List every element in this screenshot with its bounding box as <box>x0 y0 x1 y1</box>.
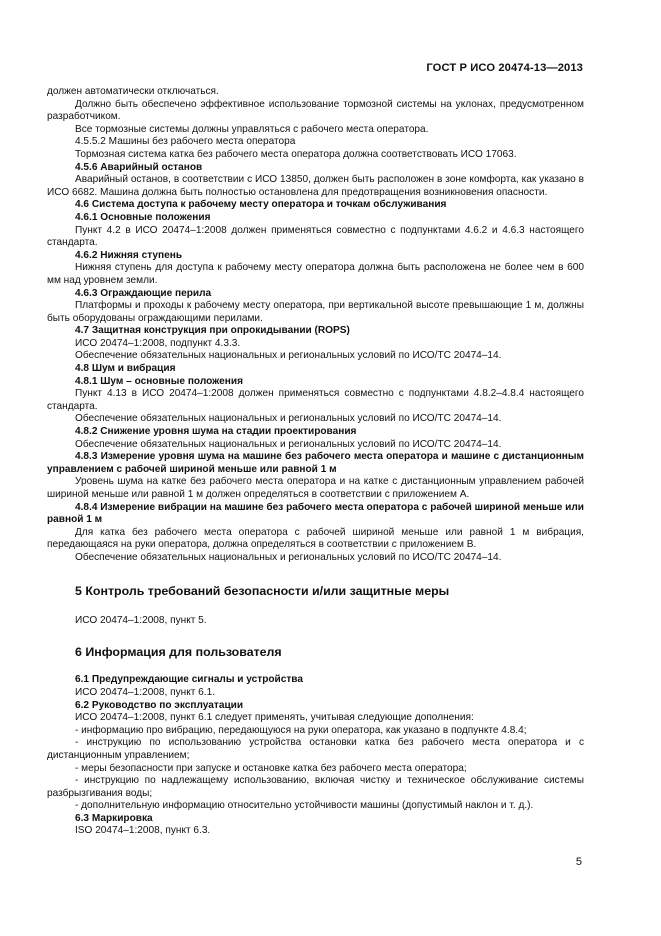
paragraph-4-8-1-national: Обеспечение обязательных национальных и региональных условий по ИСО/ТС 20474–14. <box>75 413 502 425</box>
paragraph-brake-slopes: Должно быть обеспечено эффективное использование тормозной системы на уклонах, предусмотренном разработчиком. <box>47 98 584 123</box>
subsection-4-6-3-title: 4.6.3 Ограждающие перила <box>75 287 212 299</box>
list-item-start-stop-safety: - меры безопасности при запуске и остановке катка без рабочего места оператора; <box>75 762 467 774</box>
subsection-4-5-5-2-title: 4.5.5.2 Машины без рабочего места оператора <box>75 136 296 148</box>
list-item-vibration: - информацию про вибрацию, передающуюся на руки оператора, как указано в подпункте 4.8.4; <box>75 724 527 736</box>
paragraph-4-6-1: Пункт 4.2 в ИСО 20474–1:2008 должен применяться совместно с подпунктами 4.6.2 и 4.6.3 настоящего стандарта. <box>47 224 584 249</box>
paragraph-4-8-4: Для катка без рабочего места оператора с рабочей шириной меньше или равной 1 м вибрация, передающаяся на руки оператора, должна определяться в соответствии с приложением В. <box>47 526 584 551</box>
page-number: 5 <box>575 856 582 868</box>
subsection-4-8-3-title: 4.8.3 Измерение уровня шума на машине без рабочего места оператора и машине с дистанционным управлением с рабочей шириной меньше или равной 1 м <box>47 451 584 475</box>
page-content <box>47 86 584 838</box>
subsection-6-3-title: 6.3 Маркировка <box>75 812 153 824</box>
list-item-cleaning: - инструкцию по надлежащему использованию, включая чистку и техническое обслуживание системы разбрызгивания воды; <box>47 775 584 799</box>
paragraph-4-8-2-national: Обеспечение обязательных национальных и региональных условий по ИСО/ТС 20474–14. <box>75 438 502 450</box>
paragraph-emergency-stop: Аварийный останов, в соответствии с ИСО 13850, должен быть расположен в зоне комфорта, как указано в ИСО 6682. Машина должна быть полностью остановлена для предотвращения возникновения опасности. <box>47 174 584 198</box>
section-4-6-title: 4.6 Система доступа к рабочему месту оператора и точкам обслуживания <box>75 199 447 211</box>
section-6-title: 6 Информация для пользователя <box>75 644 282 659</box>
section-4-7-title: 4.7 Защитная конструкция при опрокидывании (ROPS) <box>75 325 350 337</box>
paragraph-4-7-national: Обеспечение обязательных национальных и региональных условий по ИСО/ТС 20474–14. <box>75 350 502 362</box>
list-item-stability: - дополнительную информацию относительно устойчивости машины (допустимый наклон и т. д.). <box>75 800 534 812</box>
paragraph-4-6-3: Платформы и проходы к рабочему месту оператора, при вертикальной высоте превышающие 1 м, должны быть оборудованы ограждающими перилами. <box>47 300 584 324</box>
paragraph-5-ref: ИСО 20474–1:2008, пункт 5. <box>75 615 207 627</box>
subsection-4-6-1-title: 4.6.1 Основные положения <box>75 211 211 223</box>
subsection-4-8-4-title: 4.8.4 Измерение вибрации на машине без рабочего места оператора с рабочей шириной меньше или равной 1 м <box>47 501 584 526</box>
subsection-4-8-1-title: 4.8.1 Шум – основные положения <box>75 375 243 387</box>
subsection-4-8-2-title: 4.8.2 Снижение уровня шума на стадии проектирования <box>75 426 357 438</box>
paragraph-4-8-1: Пункт 4.13 в ИСО 20474–1:2008 должен применяться совместно с подпунктами 4.8.2–4.8.4 настоящего стандарта. <box>47 388 584 412</box>
document-id-header: ГОСТ Р ИСО 20474-13—2013 <box>426 62 583 74</box>
subsection-6-2-title: 6.2 Руководство по эксплуатации <box>75 699 244 711</box>
subsection-4-6-2-title: 4.6.2 Нижняя ступень <box>75 249 183 261</box>
paragraph-4-8-3: Уровень шума на катке без рабочего места оператора и на катке с дистанционным управлением рабочей шириной меньше или равной 1 м должен определяться в соответствии с приложением А. <box>47 476 584 500</box>
paragraph-continuation: должен автоматически отключаться. <box>47 86 219 97</box>
paragraph-brake-control: Все тормозные системы должны управляться с рабочего места оператора. <box>75 123 429 135</box>
paragraph-6-1-ref: ИСО 20474–1:2008, пункт 6.1. <box>75 686 216 698</box>
paragraph-4-7-ref: ИСО 20474–1:2008, подпункт 4.3.3. <box>75 337 241 349</box>
paragraph-4-8-4-national: Обеспечение обязательных национальных и региональных условий по ИСО/ТС 20474–14. <box>75 551 502 563</box>
paragraph-4-6-2: Нижняя ступень для доступа к рабочему месту оператора должна быть расположена не более чем в 600 мм над уровнем земли. <box>47 262 584 286</box>
subsection-6-1-title: 6.1 Предупреждающие сигналы и устройства <box>75 674 303 686</box>
list-item-stop-device: - инструкцию по использованию устройства остановки катка без рабочего места оператора и с дистанционным управлением; <box>47 737 584 761</box>
paragraph-6-3-ref: ISO 20474–1:2008, пункт 6.3. <box>75 825 211 837</box>
paragraph-6-2-intro: ИСО 20474–1:2008, пункт 6.1 следует применять, учитывая следующие дополнения: <box>75 712 474 724</box>
paragraph-brake-iso17063: Тормозная система катка без рабочего места оператора должна соответствовать ИСО 17063. <box>75 148 517 160</box>
section-5-title: 5 Контроль требований безопасности и/или защитные меры <box>75 583 450 598</box>
subsection-4-5-6-title: 4.5.6 Аварийный останов <box>75 161 203 173</box>
section-4-8-title: 4.8 Шум и вибрация <box>75 363 176 375</box>
